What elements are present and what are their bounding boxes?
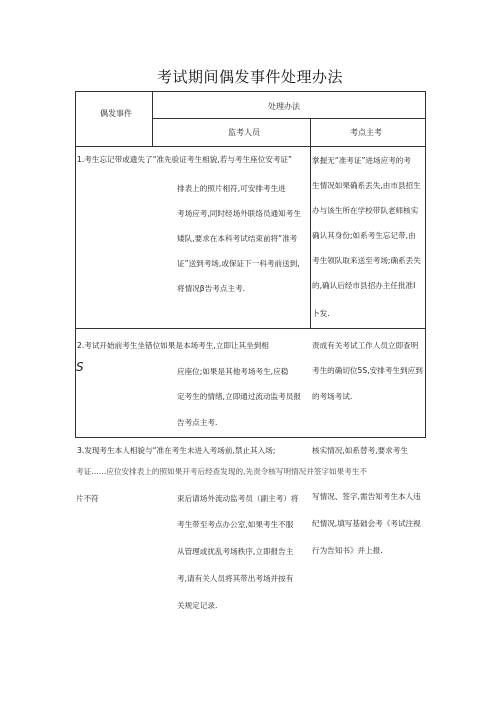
row3-proctor-line: 考,请有关人员将其带出考场并按有 — [177, 574, 294, 583]
row2-proctor-line: 应座位;如果是其他考场考生,应稳 — [177, 367, 289, 376]
row2-event: 2.考试开始前考生坐错位如果是本场考生,立即让其坐到相 — [77, 341, 269, 350]
header-handling: 处理办法 — [268, 102, 300, 111]
row3-proctor-line: 从管理或扰乱考场秩序,立即报告主 — [177, 547, 294, 556]
row1-event: 1.考生忘记带或遗失了“准先验证考生相貌,若与考生座位安考证” — [77, 155, 292, 164]
row2-proctor-line: 定考生的情绪,立即通过流动监考员报 — [177, 392, 301, 401]
row1-proctor-line: 将情况β告考点主考. — [177, 284, 246, 293]
row1-chief-line: 办与该生所在学校带队老师核实 — [312, 206, 419, 215]
row1-proctor-line: 矮队,要求在本科考试结束前将“准考 — [177, 234, 298, 243]
row3-chief-line: 核实情况,如系替考,要求考生 — [312, 446, 408, 455]
row3-overlap-line: 考证……应位安排表上的照如果开考后经查发现的,先责令核写明情况并签字如果考生不 — [76, 467, 367, 476]
row1-chief-line: 考生领队取来送至考场;确系丢失 — [312, 256, 421, 265]
row2-proctor-line: 告考点主考. — [177, 418, 218, 427]
row2-event-mark: S — [76, 360, 84, 374]
row1-proctor-line: 考场应考,同时经场外联络员通知考生 — [177, 209, 301, 218]
row1-chief-line: 的,确认后经市县招办主任批准I — [312, 281, 416, 290]
row3-chief-line: 行为告知书》并上报. — [312, 546, 383, 555]
page-title: 考试期间偶发事件处理办法 — [156, 68, 343, 86]
row3-event: 3.发现考生本人相貌与“准在考生未进入考场前,禁止其入场; — [77, 446, 276, 455]
row3-event-tail: 片不符 — [76, 494, 99, 503]
row2-chief-line: 的考场考试. — [312, 392, 353, 401]
row3-proctor-line: 束后请场外流动监考员（副主考）将 — [177, 494, 299, 503]
header-chief: 考点主考 — [350, 128, 382, 137]
header-event: 偶发事件 — [100, 109, 132, 118]
row1-chief-line: 生情况如果确系丢失,由市县招生 — [312, 181, 421, 190]
header-proctor: 监考人员 — [228, 128, 260, 137]
row1-proctor-line: 证”送到考场,或保证下一科考前送到, — [177, 259, 300, 268]
row3-proctor-line: 关规定记录. — [177, 601, 218, 610]
row3-chief-line: 纪情况,填写基础会考《考试注视 — [312, 519, 421, 528]
row1-chief-line: 掌握无“准考证”进场应考的考 — [312, 156, 411, 165]
row1-chief-line: 确认其身份;如系考生忘记带,由 — [312, 231, 416, 240]
row1-chief-line: 卜发. — [312, 309, 330, 318]
row3-proctor-line: 考生带至考点办公室,如果考生不服 — [177, 520, 294, 529]
row1-proctor-line: 排表上的照片相符,可安排考生进 — [177, 184, 286, 193]
row2-chief-line: 责成有关考试工作人员立即查明 — [312, 341, 419, 350]
row2-chief-line: 考生的确切位5S,安排考生到应到 — [312, 366, 423, 375]
row3-chief-line: 写情况、签字,需告知考生本人违 — [312, 492, 421, 501]
